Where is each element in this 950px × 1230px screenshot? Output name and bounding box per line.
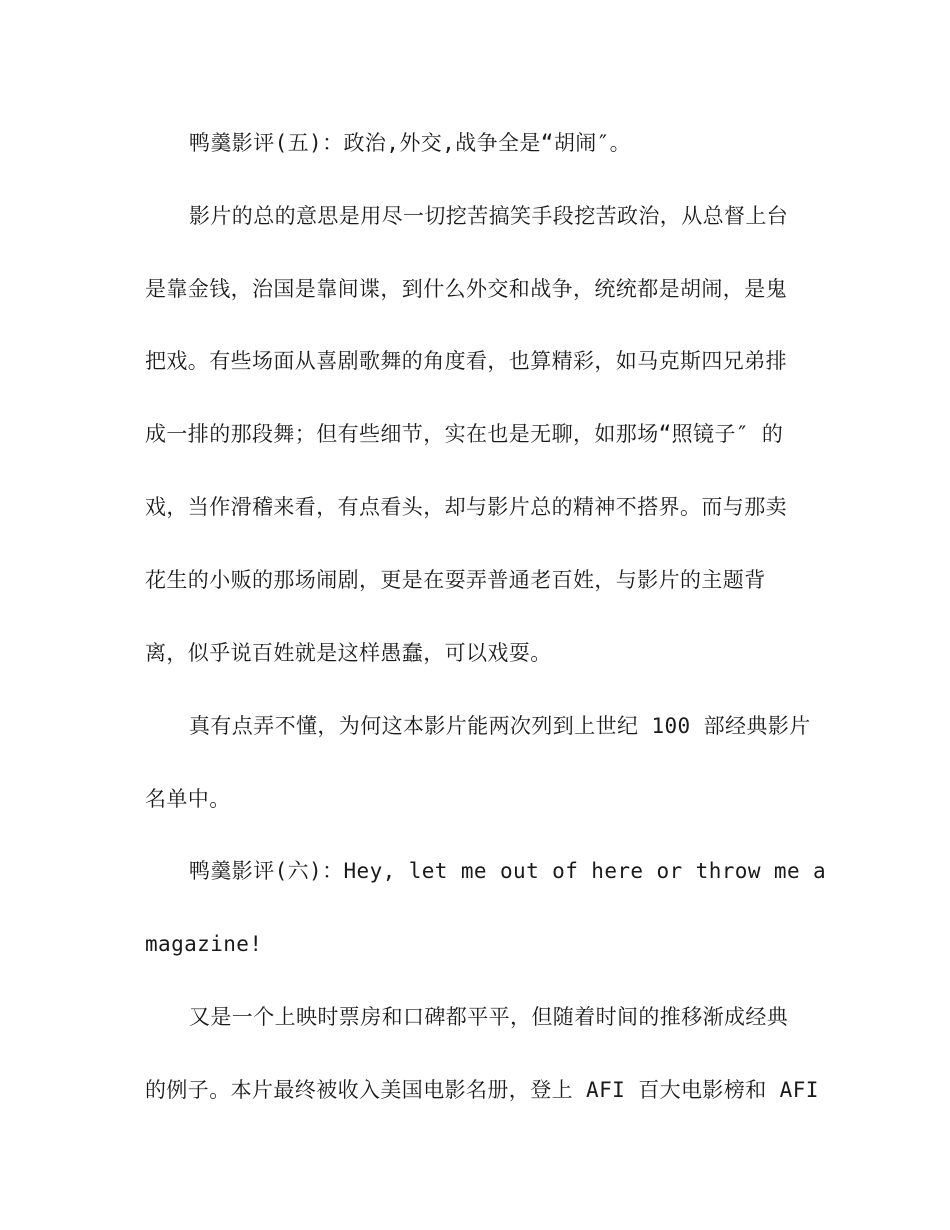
paragraph-line: 真有点弄不懂，为何这本影片能两次列到上世纪 100 部经典影片 xyxy=(189,714,811,738)
paragraph-line: 又是一个上映时票房和口碑都平平，但随着时间的推移渐成经典 xyxy=(189,1005,789,1029)
paragraph-line: 是靠金钱，治国是靠间谍，到什么外交和战争，统统都是胡闹，是鬼 xyxy=(145,277,787,301)
paragraph-line: 离，似乎说百姓就是这样愚蠢，可以戏耍。 xyxy=(145,641,552,665)
paragraph-line: 花生的小贩的那场闹剧，更是在耍弄普通老百姓，与影片的主题背 xyxy=(145,568,766,592)
review-6-heading: 鸭羹影评(六)：Hey, let me out of here or throw me a xyxy=(189,859,827,883)
paragraph-line: 影片的总的意思是用尽一切挖苦搞笑手段挖苦政治，从总督上台 xyxy=(189,204,789,228)
review-5-heading: 鸭羹影评(五)：政治,外交,战争全是“胡闹″。 xyxy=(189,131,632,155)
paragraph-line: 戏，当作滑稽来看，有点看头，却与影片总的精神不搭界。而与那卖 xyxy=(145,495,787,519)
paragraph-line: 成一排的那段舞；但有些细节，实在也是无聊，如那场“照镜子″ 的 xyxy=(145,422,784,446)
paragraph-line: 名单中。 xyxy=(145,787,231,811)
paragraph-line: 的例子。本片最终被收入美国电影名册，登上 AFI 百大电影榜和 AFI xyxy=(145,1078,819,1102)
paragraph-line: 把戏。有些场面从喜剧歌舞的角度看，也算精彩，如马克斯四兄弟排 xyxy=(145,349,787,373)
review-6-heading-continuation: magazine! xyxy=(145,932,263,956)
